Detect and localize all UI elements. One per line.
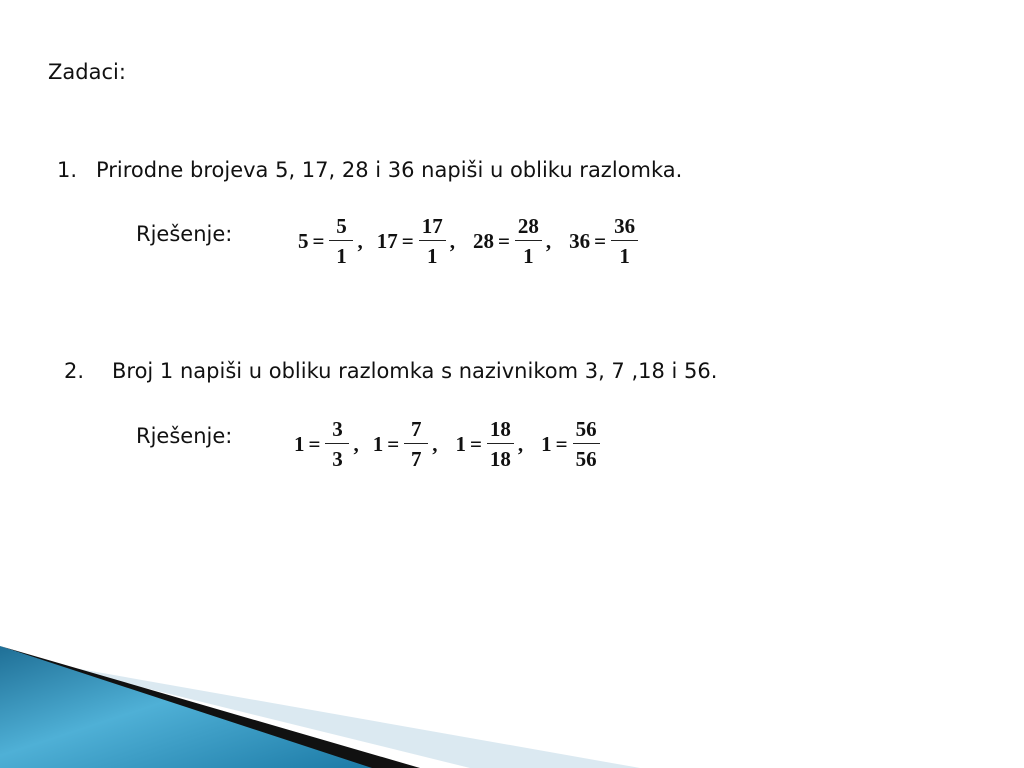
fraction-numerator: 3	[332, 416, 343, 441]
separator-comma: ,	[545, 228, 552, 253]
slide-title: Zadaci:	[48, 60, 126, 84]
fraction-numerator: 7	[410, 416, 422, 441]
equation	[541, 416, 599, 471]
fraction-denominator: 3	[332, 446, 343, 471]
task-2-number: 2.	[64, 359, 85, 383]
fraction-denominator: 1	[523, 243, 534, 268]
decor-light-band	[40, 662, 640, 768]
equation-lhs: 1	[372, 431, 384, 456]
task-1-text: Prirodne brojeva 5, 17, 28 i 36 napiši u obliku razlomka.	[96, 158, 683, 182]
fraction	[404, 416, 428, 471]
equals-sign: =	[469, 431, 482, 456]
separator-comma: ,	[517, 431, 524, 456]
equation-lhs: 1	[294, 431, 305, 456]
fraction-numerator: 28	[517, 213, 539, 238]
equation	[569, 213, 638, 268]
fraction	[611, 213, 638, 268]
fraction-numerator: 36	[614, 213, 636, 238]
fraction-numerator: 56	[575, 416, 597, 441]
task-1-number: 1.	[57, 158, 78, 182]
task-2	[64, 361, 717, 382]
fraction	[325, 416, 349, 471]
fraction-numerator: 17	[421, 213, 443, 238]
separator-comma: ,	[353, 431, 359, 456]
separator-comma: ,	[432, 431, 438, 456]
fraction-numerator: 5	[336, 213, 347, 238]
equals-sign: =	[497, 228, 510, 253]
equation-lhs: 17	[376, 228, 398, 253]
equals-sign: =	[555, 431, 568, 456]
equation	[372, 416, 438, 471]
decor-blue-wedge	[0, 646, 372, 768]
decor-dark-stripe	[0, 646, 420, 768]
equals-sign: =	[308, 431, 321, 456]
equation-lhs: 1	[541, 431, 552, 456]
equation	[376, 213, 455, 268]
fraction	[419, 213, 446, 268]
equation-lhs: 5	[298, 228, 309, 253]
equation-lhs: 36	[569, 228, 591, 253]
task-2-text: Broj 1 napiši u obliku razlomka s nazivnikom 3, 7 ,18 i 56.	[112, 359, 718, 383]
equation	[294, 416, 359, 471]
equation	[472, 213, 552, 268]
equation	[298, 213, 363, 268]
fraction-denominator: 7	[410, 446, 422, 471]
solution-1-equations	[298, 210, 638, 272]
fraction-denominator: 1	[619, 243, 630, 268]
equals-sign: =	[594, 228, 607, 253]
solution-1-label: Rješenje:	[136, 222, 233, 246]
fraction-denominator: 18	[489, 446, 511, 471]
equals-sign: =	[401, 228, 414, 253]
fraction-denominator: 1	[336, 243, 347, 268]
equation-lhs: 1	[455, 431, 466, 456]
equals-sign: =	[387, 431, 400, 456]
equation-lhs: 28	[472, 228, 494, 253]
fraction	[515, 213, 542, 268]
separator-comma: ,	[449, 228, 455, 253]
equation	[455, 416, 524, 471]
fraction-denominator: 1	[426, 243, 438, 268]
solution-2-equations	[294, 413, 600, 475]
fraction-numerator: 18	[489, 416, 511, 441]
equals-sign: =	[312, 228, 325, 253]
task-1	[57, 160, 682, 181]
fraction	[487, 416, 514, 471]
separator-comma: ,	[357, 228, 363, 253]
fraction	[573, 416, 600, 471]
fraction-denominator: 56	[575, 446, 597, 471]
fraction	[329, 213, 353, 268]
solution-2-label: Rješenje:	[136, 424, 233, 448]
